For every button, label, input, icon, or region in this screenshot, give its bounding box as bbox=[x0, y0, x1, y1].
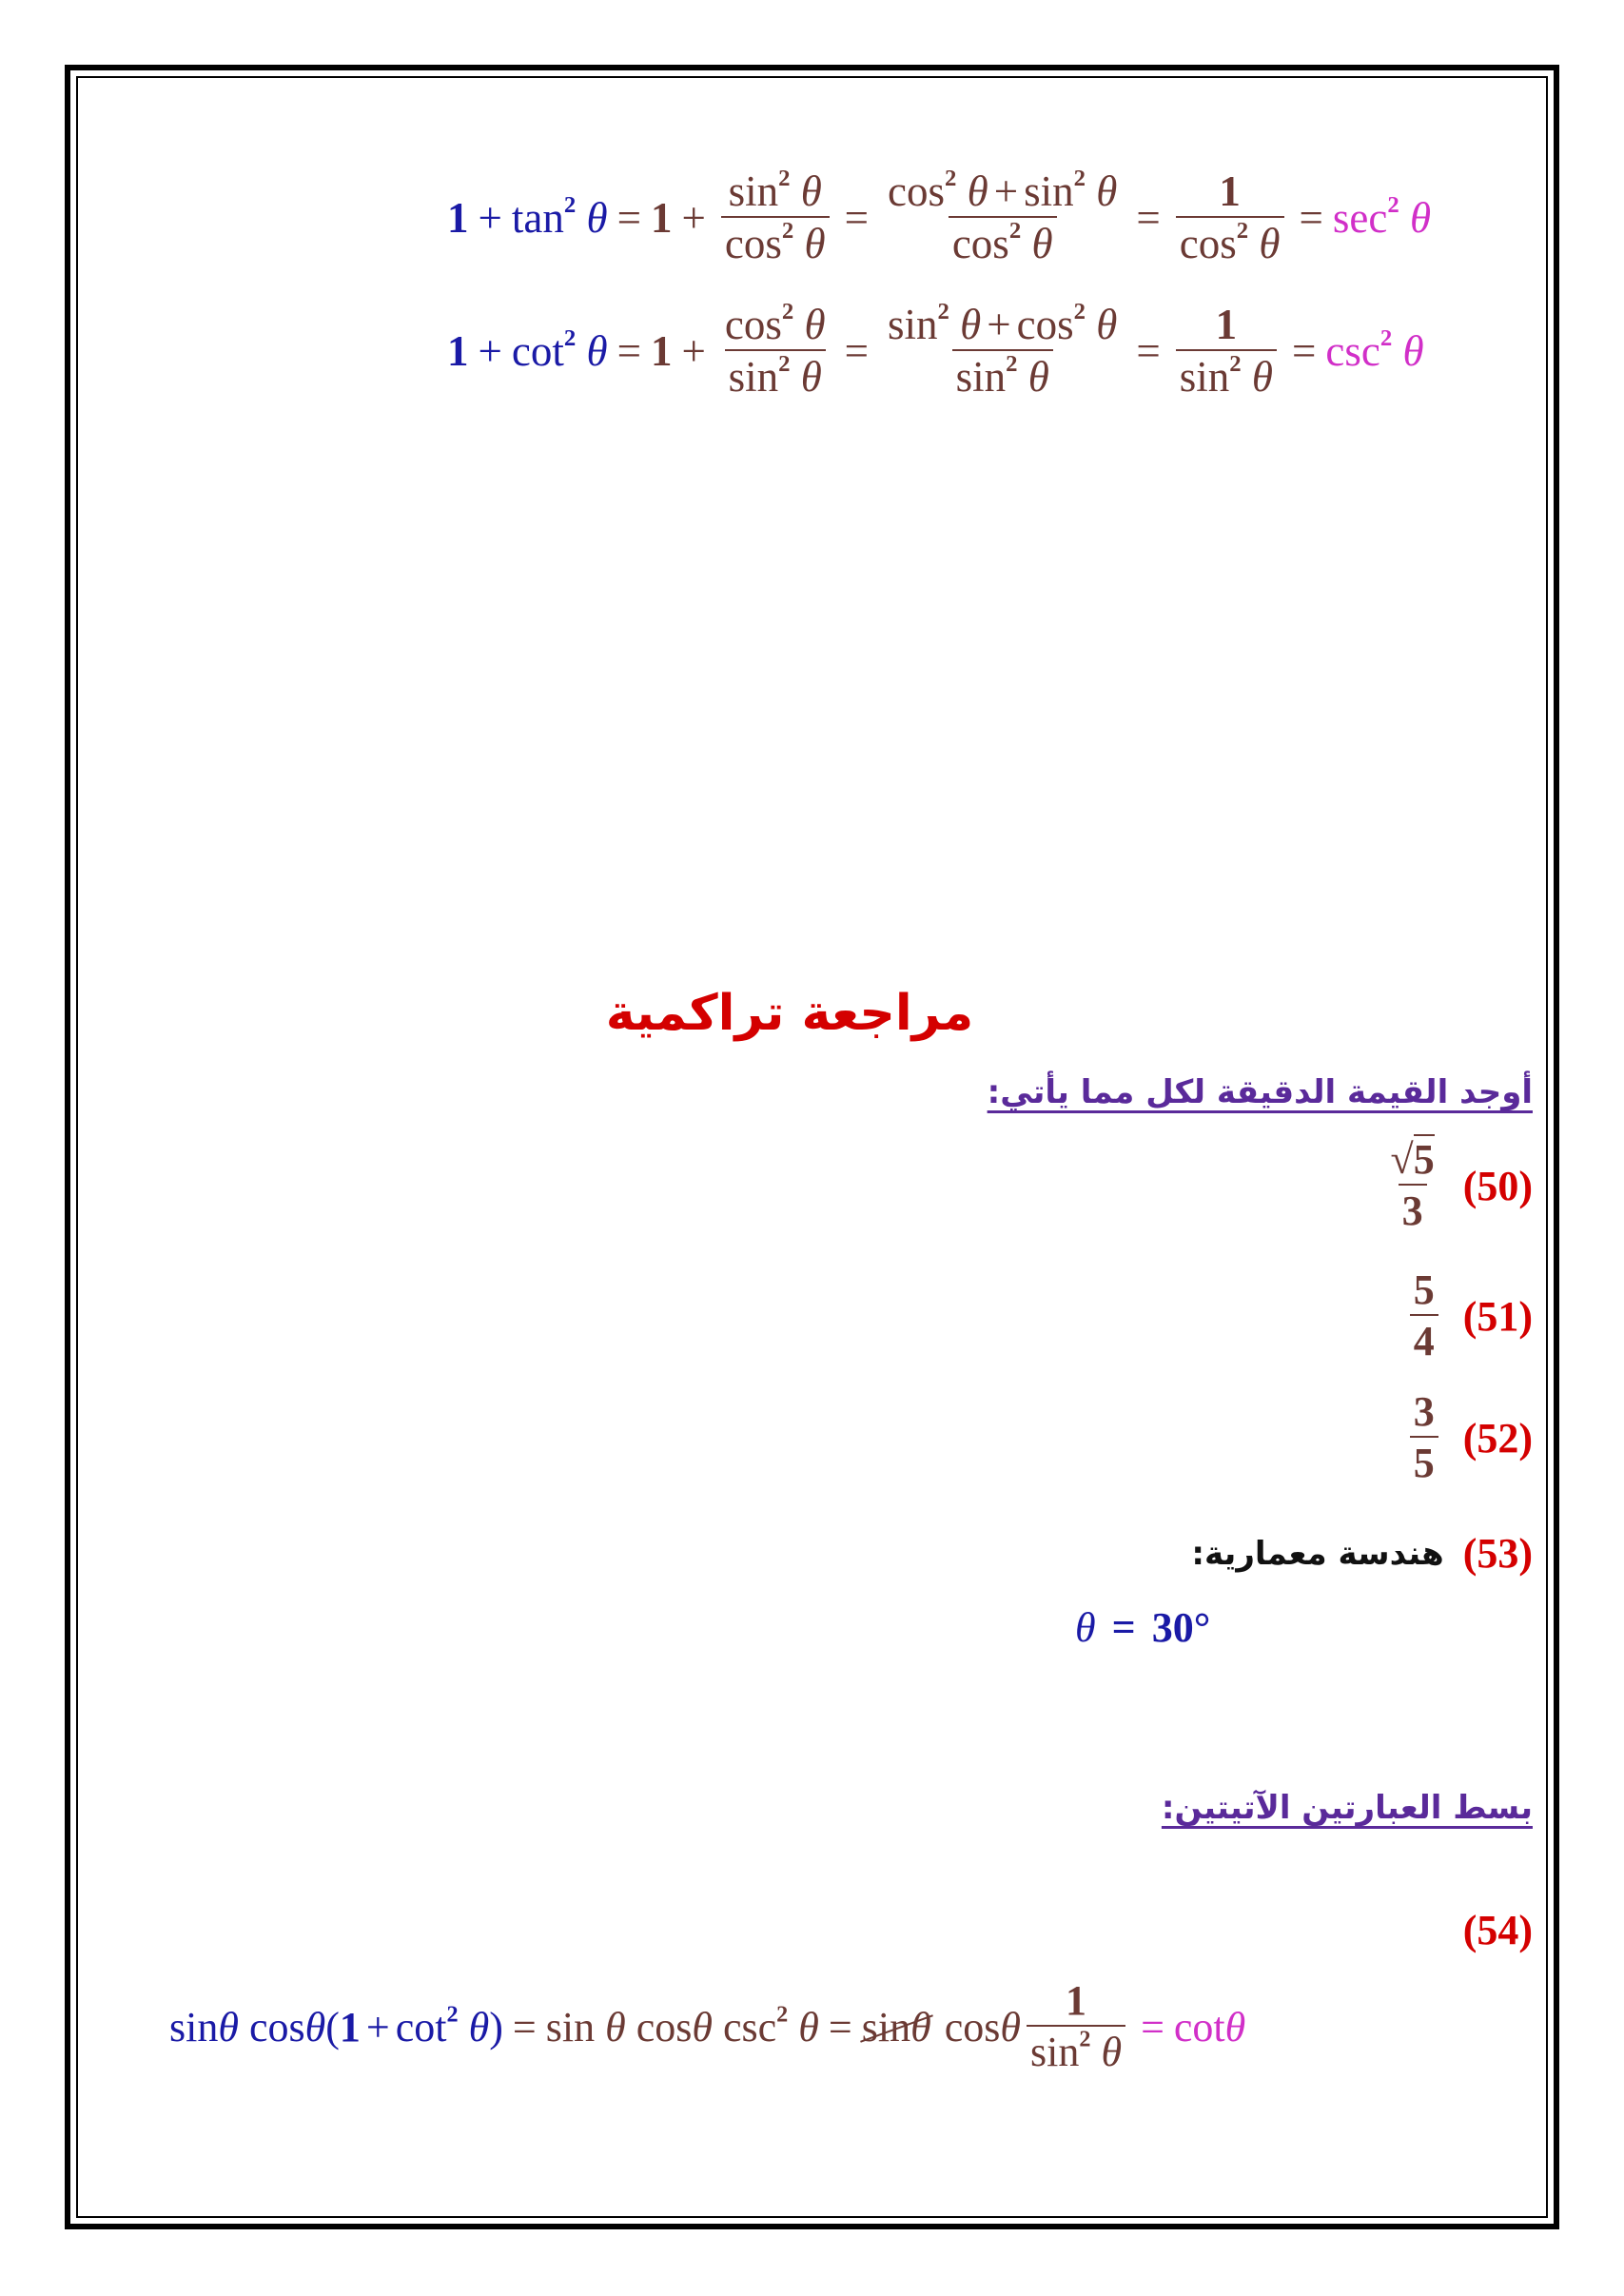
cancelled-sin: sinθ bbox=[861, 2003, 931, 2051]
tan-func: tan bbox=[511, 194, 564, 243]
plus: + bbox=[681, 327, 706, 376]
answer-52: $\frac{3}{5}$ bbox=[1410, 1390, 1438, 1485]
exercise-number-52: 52 bbox=[1477, 1414, 1519, 1462]
theta: θ bbox=[586, 194, 608, 243]
fraction-one-over-cos: $\frac{1}{\cos^2 \theta}$ bbox=[1176, 169, 1284, 267]
plus: + bbox=[478, 327, 502, 376]
identity-cot-csc: 1 + $\cot^2 \theta$ = 1 + $\frac{\cos^2 \theta}{\sin^2 \theta}$ = $\frac{\sin^2 \theta + \cos^2 \theta}{\sin^2 \theta}$ = $\frac{1}{\sin^2 \theta}$ = $\csc^2 \theta$ bbox=[447, 298, 1424, 402]
fraction-cos-over-sin: $\frac{\cos^2 \theta}{\sin^2 \theta}$ bbox=[724, 298, 826, 402]
exercise-number-53: 53 bbox=[1477, 1530, 1519, 1577]
fraction-one-over-sin: $\frac{1}{\sin^2 \theta}$ bbox=[1176, 303, 1277, 401]
equals: = bbox=[1292, 327, 1317, 376]
exercise-number-50: 50 bbox=[1477, 1162, 1519, 1209]
exercise-51: $\frac{5}{4}$ (51) bbox=[1404, 1268, 1533, 1364]
csc-func: csc bbox=[1325, 327, 1380, 376]
plus: + bbox=[681, 194, 706, 243]
section-title: مراجعة تراكمية bbox=[605, 985, 974, 1042]
instruction-simplify: بسط العبارتين الآتيتين: bbox=[1161, 1789, 1533, 1827]
cot-func: cot bbox=[511, 327, 564, 376]
identity-tan-sec: 1 + $\tan^2 \theta$ = 1 + $\frac{\sin^2 \theta}{\cos^2 \theta}$ = $\frac{\cos^2 \theta + \sin^2 \theta}{\cos^2 \theta}$ = $\frac{1}{\cos^2 \theta}$ = $\sec^2 \theta$ bbox=[447, 165, 1432, 268]
exercise-52: $\frac{3}{5}$ (52) bbox=[1404, 1390, 1533, 1485]
equals: = bbox=[1136, 327, 1161, 376]
equals: = bbox=[844, 327, 870, 376]
exercise-54-solution: sinθ cosθ $(1 + \cot^2 \theta)$ = sin θ cosθ $\csc^2 \theta$ = sinθ cosθ $\frac{1}{\sin^2 \theta}$ = cotθ bbox=[169, 1977, 1246, 2076]
equals: = bbox=[616, 327, 641, 376]
exercise-54: (54) bbox=[1462, 1907, 1533, 1953]
answer-51: $\frac{5}{4}$ bbox=[1410, 1268, 1438, 1364]
equals: = bbox=[1136, 194, 1161, 243]
exercise-number-54: 54 bbox=[1477, 1907, 1519, 1953]
answer-50: $\frac{√5}{3}$ bbox=[1390, 1136, 1435, 1235]
one: 1 bbox=[447, 194, 469, 243]
exercise-50: $\frac{√5}{3}$ (50) bbox=[1381, 1138, 1533, 1233]
equals: = bbox=[616, 194, 641, 243]
equals: = bbox=[1299, 194, 1323, 243]
fraction-sin-over-cos: $\frac{\sin^2 \theta}{\cos^2 \theta}$ bbox=[721, 169, 830, 267]
equals: = bbox=[844, 194, 870, 243]
exercise-53-label: هندسة معمارية: bbox=[1191, 1534, 1444, 1573]
fraction-one-over-sin-squared: $\frac{1}{\sin^2 \theta}$ bbox=[1027, 1979, 1125, 2074]
one: 1 bbox=[651, 327, 673, 376]
plus: + bbox=[478, 194, 502, 243]
exercise-53-answer: θ = 30° bbox=[1075, 1604, 1211, 1651]
exercise-number-51: 51 bbox=[1477, 1292, 1519, 1340]
one: 1 bbox=[447, 327, 469, 376]
fraction-sum-over-sin: $\frac{\sin^2 \theta + \cos^2 \theta}{\sin^2 \theta}$ bbox=[888, 298, 1118, 402]
exercise-53: هندسة معمارية: (53) bbox=[1191, 1530, 1533, 1577]
instruction-exact-values: أوجد القيمة الدقيقة لكل مما يأتي: bbox=[987, 1073, 1533, 1111]
fraction-sum-over-cos: $\frac{\cos^2 \theta + \sin^2 \theta}{\cos^2 \theta}$ bbox=[888, 165, 1118, 268]
one: 1 bbox=[651, 194, 673, 243]
exponent: 2 bbox=[563, 192, 577, 219]
sec-func: sec bbox=[1332, 194, 1388, 243]
